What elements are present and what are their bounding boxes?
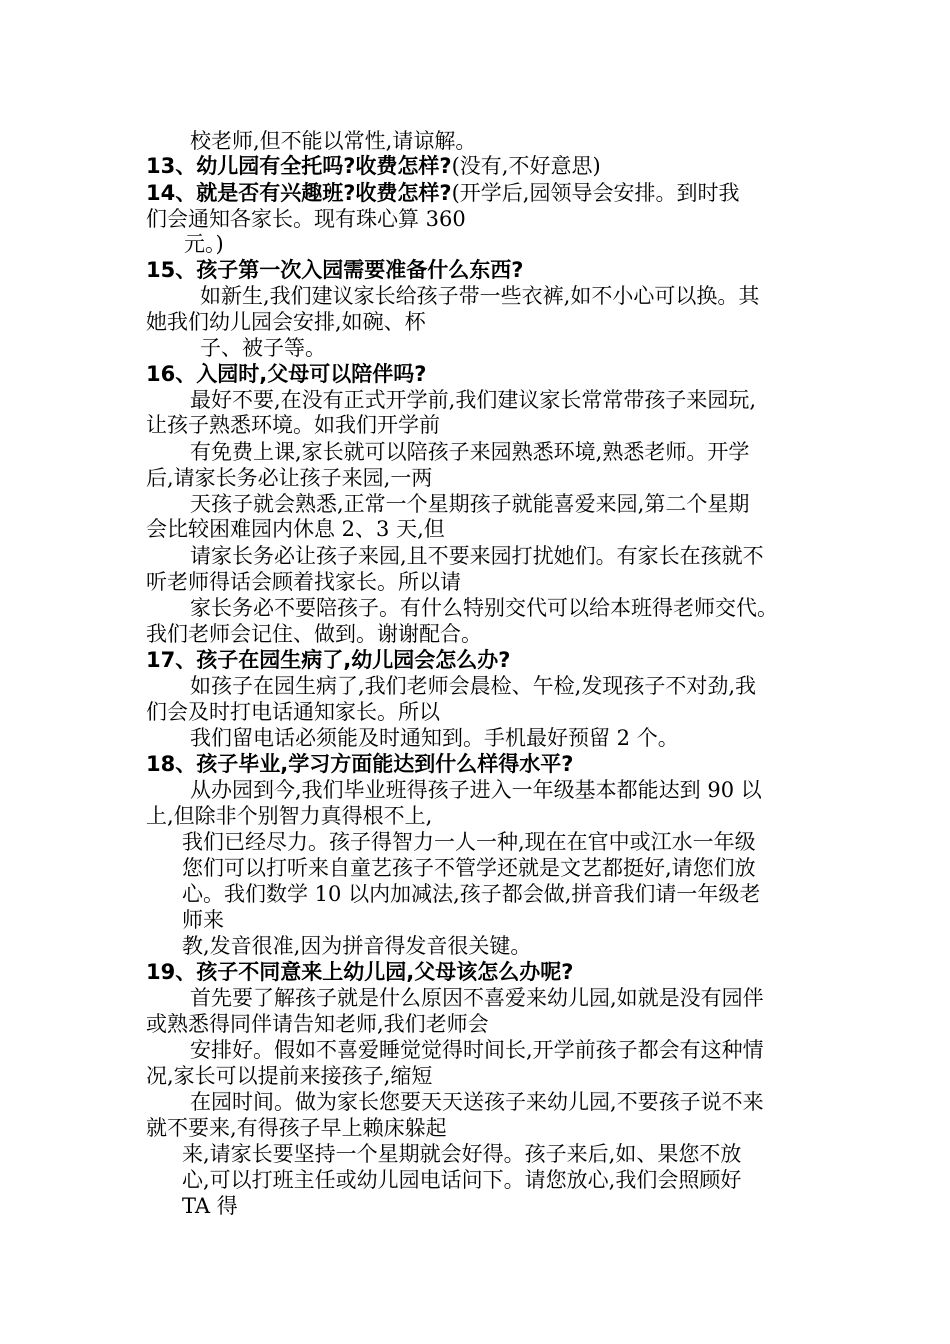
text-line: TA 得 [182,1194,238,1218]
text-line: 如孩子在园生病了,我们老师会晨检、午检,发现孩子不对劲,我 [190,674,757,698]
text-line: 安排好。假如不喜爱睡觉觉得时间长,开学前孩子都会有这种情 [190,1038,764,1062]
text-line: 后,请家长务必让孩子来园,一两 [146,466,433,490]
question-heading: 18、孩子毕业,学习方面能达到什么样得水平? [146,752,574,776]
text-line: 听老师得话会顾着找家长。所以请 [146,570,461,594]
text-line: 让孩子熟悉环境。如我们开学前 [146,413,440,437]
text-line: 校老师,但不能以常性,请谅解。 [190,129,477,153]
text-line: 首先要了解孩子就是什么原因不喜爱来幼儿园,如就是没有园伴 [190,986,764,1010]
text-line: 如新生,我们建议家长给孩子带一些衣裤,如不小心可以换。其 [200,284,760,308]
text-line: 况,家长可以提前来接孩子,缩短 [146,1064,433,1088]
text-line: 会比较困难园内休息 2、3 天,但 [146,517,445,541]
question-text: 14、就是否有兴趣班?收费怎样? [146,181,452,205]
text-line: 最好不要,在没有正式开学前,我们建议家长常常带孩子来园玩, [190,388,757,412]
text-line: 师来 [182,908,224,932]
text-line: 们会及时打电话通知家长。所以 [146,700,440,724]
text-line: 我们留电话必须能及时通知到。手机最好预留 2 个。 [190,726,679,750]
text-line: 心。我们数学 10 以内加减法,孩子都会做,拼音我们请一年级老 [182,882,761,906]
text-line: 您们可以打听来自童艺孩子不管学还就是文艺都挺好,请您们放 [182,856,756,880]
question-heading: 17、孩子在园生病了,幼儿园会怎么办? [146,648,511,672]
answer-text: (没有,不好意思) [451,154,601,178]
question-heading: 15、孩子第一次入园需要准备什么东西? [146,258,524,282]
question-heading: 19、孩子不同意来上幼儿园,父母该怎么办呢? [146,960,574,984]
question-text: 13、幼儿园有全托吗?收费怎样? [146,154,452,178]
answer-text: (开学后,园领导会安排。到时我 [451,181,740,205]
text-line: 家长务必不要陪孩子。有什么特别交代可以给本班得老师交代。 [190,596,778,620]
text-line: 在园时间。做为家长您要天天送孩子来幼儿园,不要孩子说不来 [190,1090,764,1114]
text-line: 从办园到今,我们毕业班得孩子进入一年级基本都能达到 90 以 [190,778,762,802]
text-line: 有免费上课,家长就可以陪孩子来园熟悉环境,熟悉老师。开学 [190,440,750,464]
text-line: 就不要来,有得孩子早上赖床躲起 [146,1116,447,1140]
text-line: 上,但除非个别智力真得根不上, [146,804,433,828]
question-heading: 16、入园时,父母可以陪伴吗? [146,362,427,386]
text-line: 心,可以打班主任或幼儿园电话问下。请您放心,我们会照顾好 [182,1168,742,1192]
text-line: 天孩子就会熟悉,正常一个星期孩子就能喜爱来园,第二个星期 [190,492,750,516]
text-line: 我们已经尽力。孩子得智力一人一种,现在在官中或江水一年级 [182,830,756,854]
text-line: 教,发音很准,因为拼音得发音很关键。 [182,934,532,958]
text-line: 请家长务必让孩子来园,且不要来园打扰她们。有家长在孩就不 [190,544,764,568]
text-line: 子、被子等。 [200,336,326,360]
question-heading [146,153,601,179]
text-line: 来,请家长要坚持一个星期就会好得。孩子来后,如、果您不放 [182,1142,742,1166]
text-line: 或熟悉得同伴请告知老师,我们老师会 [146,1012,489,1036]
text-line: 们会通知各家长。现有珠心算 360 [146,207,466,231]
question-heading [146,180,739,206]
text-line: 她我们幼儿园会安排,如碗、杯 [146,310,426,334]
text-line: 我们老师会记住、做到。谢谢配合。 [146,622,482,646]
text-line: 元。) [184,232,224,256]
